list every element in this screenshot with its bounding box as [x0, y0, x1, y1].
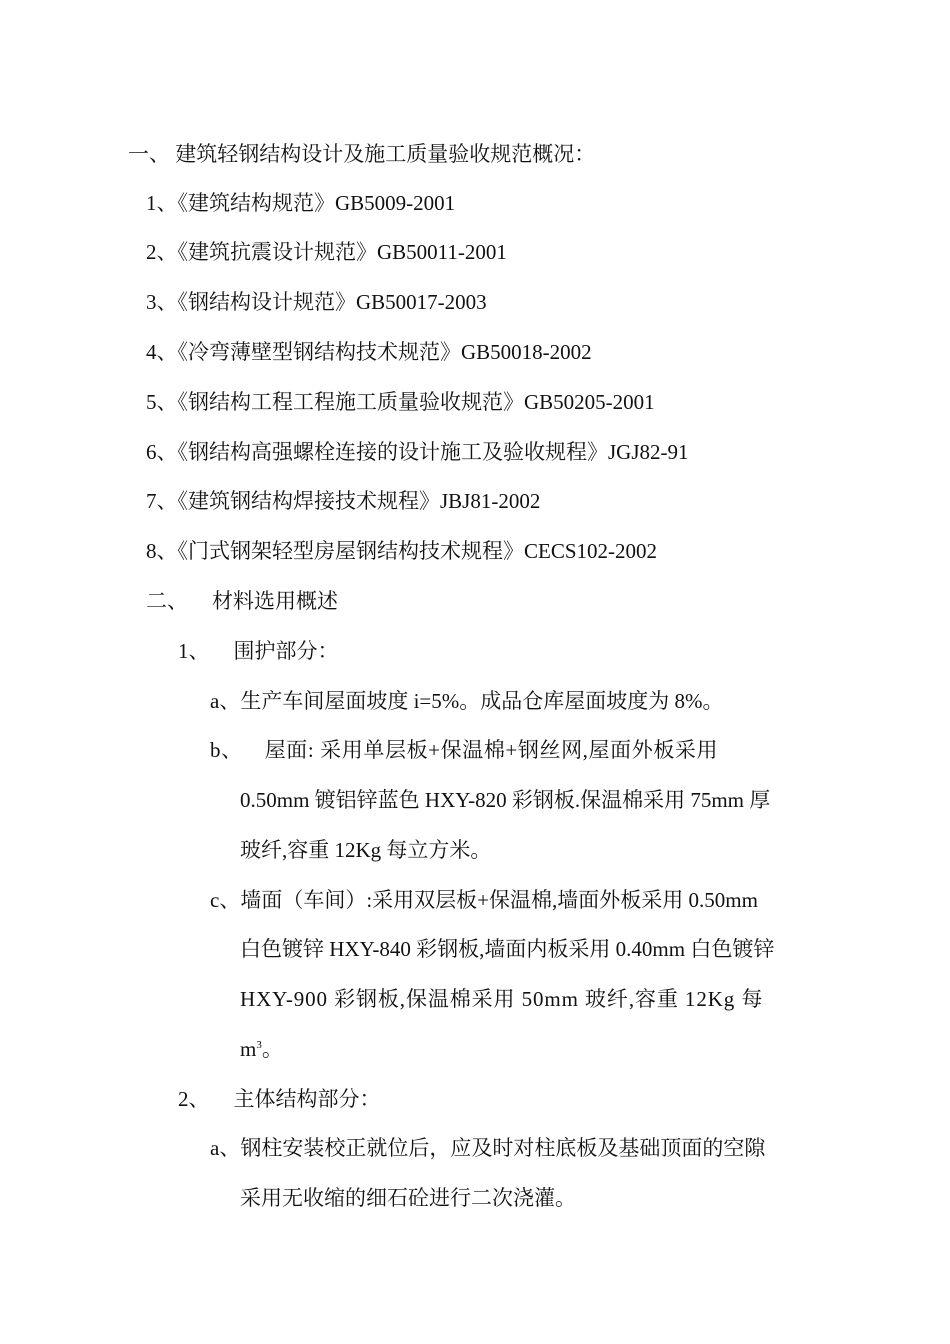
subsection1-title: 围护部分：: [233, 639, 339, 663]
item-b-text-1: 屋面: 采用单层板+保温棉+钢丝网,屋面外板采用: [264, 738, 719, 762]
section2-heading-text: 材料选用概述: [212, 589, 338, 613]
standard-item-1: 1、《建筑结构规范》GB5009-2001: [146, 191, 456, 215]
section2-heading-number: 二、: [146, 589, 188, 613]
sub2-item-a-line1: a、钢柱安装校正就位后，应及时对柱底板及基础顶面的空隙: [210, 1136, 766, 1160]
standard-item-5: 5、《钢结构工程工程施工质量验收规范》GB50205-2001: [146, 390, 655, 414]
unit-m: m: [240, 1037, 257, 1061]
item-b-line2: 0.50mm 镀铝锌蓝色 HXY-820 彩钢板.保温棉采用 75mm 厚: [240, 788, 771, 812]
section2-heading: [146, 586, 338, 616]
standard-item-8: 8、《门式钢架轻型房屋钢结构技术规程》CECS102-2002: [146, 539, 658, 563]
item-c-line3: HXY-900 彩钢板,保温棉采用 50mm 玻纤,容重 12Kg 每: [240, 987, 764, 1011]
standard-item-3: 3、《钢结构设计规范》GB50017-2003: [146, 290, 487, 314]
line-end-punct: 。: [261, 1037, 283, 1061]
item-b-line3: 玻纤,容重 12Kg 每立方米。: [240, 838, 492, 862]
section1-heading: 一、 建筑轻钢结构设计及施工质量验收规范概况：: [128, 142, 596, 166]
sub2-item-a-line2: 采用无收缩的细石砼进行二次浇灌。: [240, 1186, 576, 1210]
item-b-label: b、: [210, 738, 243, 762]
standard-item-2: 2、《建筑抗震设计规范》GB50011-2001: [146, 240, 507, 264]
item-c-line4: [240, 1034, 283, 1064]
subsection2-title: 主体结构部分：: [233, 1087, 381, 1111]
standard-item-4: 4、《冷弯薄壁型钢结构技术规范》GB50018-2002: [146, 340, 592, 364]
item-c-line1: c、墙面（车间）:采用双层板+保温棉,墙面外板采用 0.50mm: [210, 888, 758, 912]
subsection1-heading: [178, 636, 339, 666]
item-b-line1: [210, 735, 718, 765]
subsection2-heading: [178, 1084, 381, 1114]
standard-item-6: 6、《钢结构高强螺栓连接的设计施工及验收规程》JGJ82-91: [146, 440, 689, 464]
subsection2-number: 2、: [178, 1087, 210, 1111]
subsection1-number: 1、: [178, 639, 210, 663]
standard-item-7: 7、《建筑钢结构焊接技术规程》JBJ81-2002: [146, 489, 541, 513]
item-c-line2: 白色镀锌 HXY-840 彩钢板,墙面内板采用 0.40mm 白色镀锌: [240, 937, 775, 961]
unit-superscript: 3: [256, 1039, 262, 1051]
item-a-roof-slope: a、生产车间屋面坡度 i=5%。成品仓库屋面坡度为 8%。: [210, 689, 724, 713]
